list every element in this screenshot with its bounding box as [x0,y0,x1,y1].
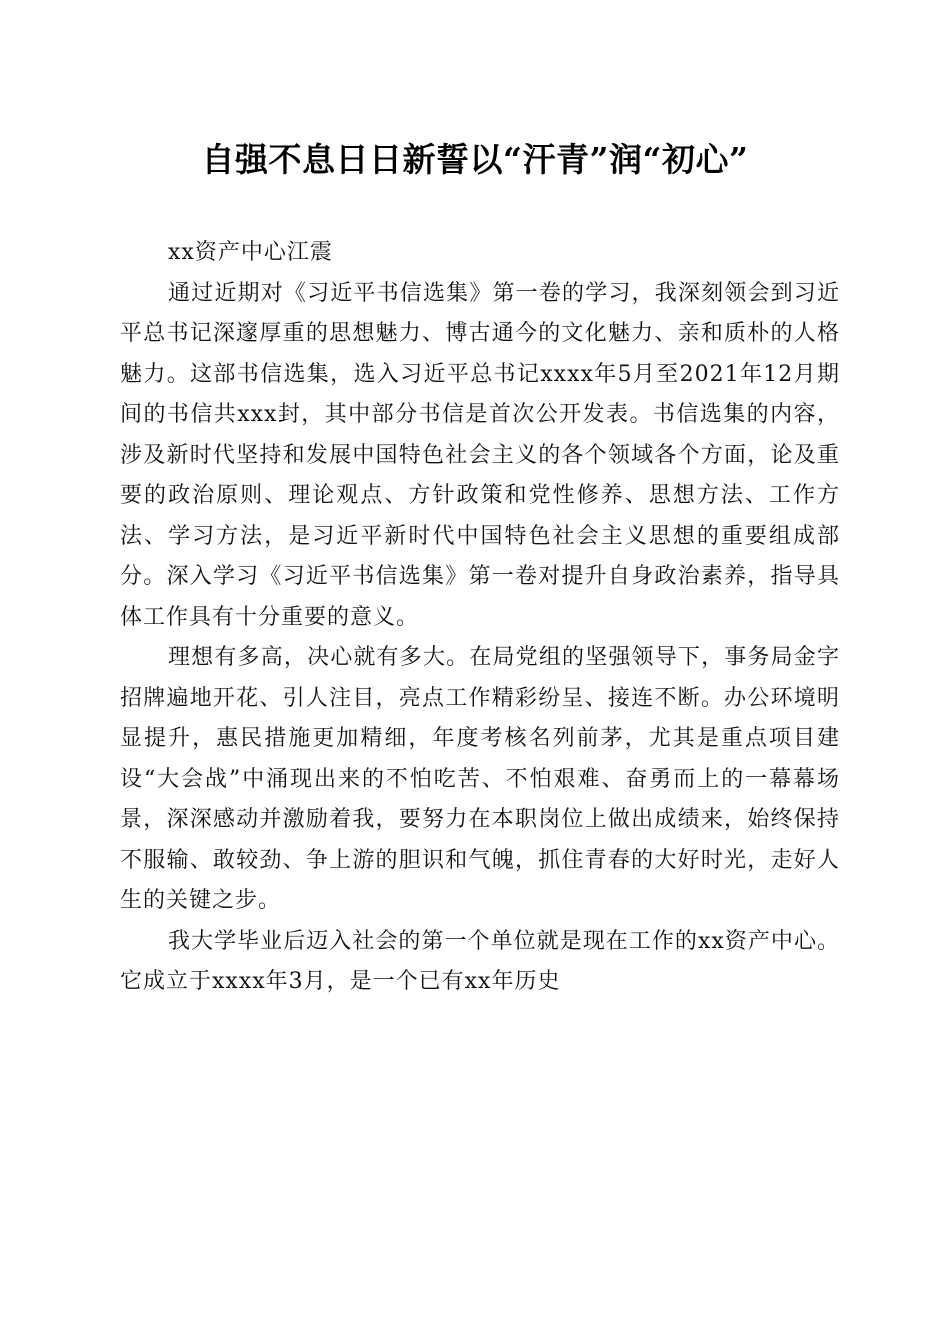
body-paragraph: 理想有多高，决心就有多大。在局党组的坚强领导下，事务局金字招牌遍地开花、引人注目，亮点工作精彩纷呈、接连不断。办公环境明显提升，惠民措施更加精细，年度考核名列前茅，尤其是重点项目建设“大会战”中涌现出来的不怕吃苦、不怕艰难、奋勇而上的一幕幕场景，深深感动并激励着我，要努力在本职岗位上做出成绩来，始终保持不服输、敢较劲、争上游的胆识和气魄，抓住青春的大好时光，走好人生的关键之步。 [120,645,840,913]
author-line: xx资产中心江震 [168,240,333,265]
body-paragraph: 通过近期对《习近平书信选集》第一卷的学习，我深刻领会到习近平总书记深邃厚重的思想魅力、博古通今的文化魅力、亲和质朴的人格魅力。这部书信选集，选入习近平总书记xxxx年5月至2021年12月期间的书信共xxx封，其中部分书信是首次公开发表。书信选集的内容，涉及新时代坚持和发展中国特色社会主义的各个领域各个方面，论及重要的政治原则、理论观点、方针政策和党性修养、思想方法、工作方法、学习方法，是习近平新时代中国特色社会主义思想的重要组成部分。深入学习《习近平书信选集》第一卷对提升自身政治素养，指导具体工作具有十分重要的意义。 [120,280,840,630]
body-paragraph: 我大学毕业后迈入社会的第一个单位就是现在工作的xx资产中心。它成立于xxxx年3月，是一个已有xx年历史 [120,928,840,994]
document-body [120,233,840,1003]
document-title: 自强不息日日新誓以“汗青”润“初心” [201,140,749,179]
